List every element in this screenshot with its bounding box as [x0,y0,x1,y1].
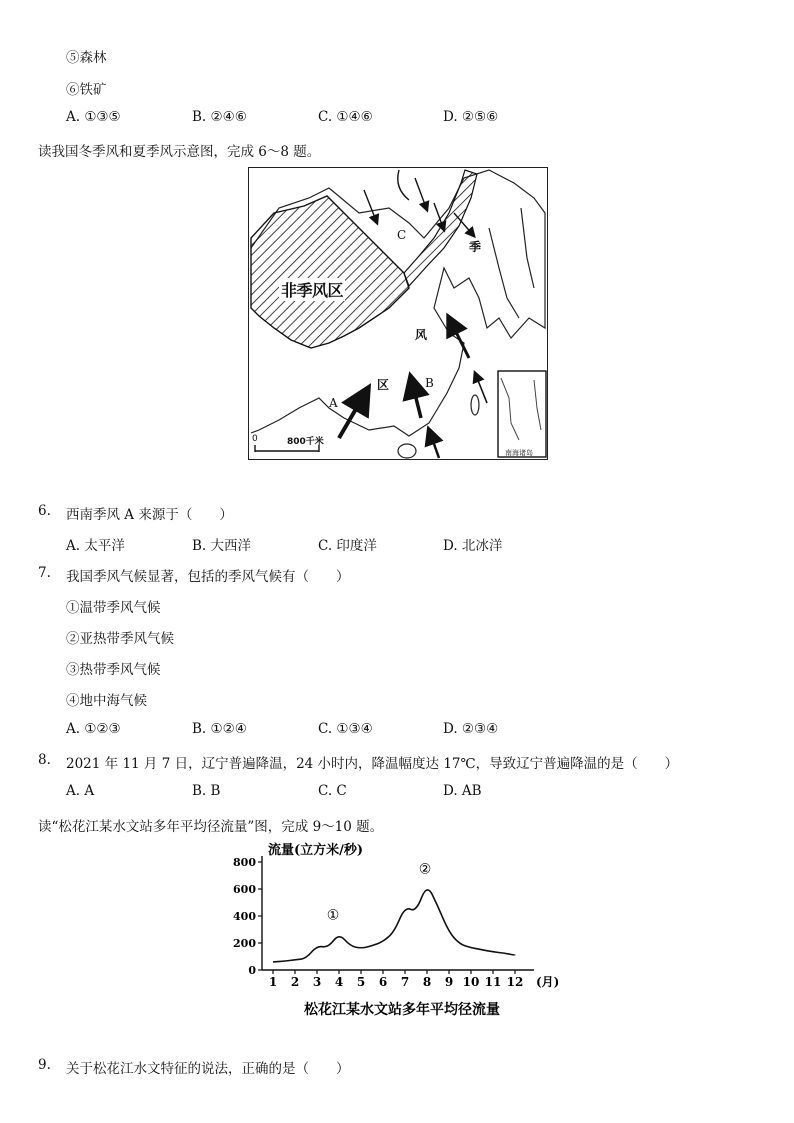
non-monsoon-label: 非季风区 [279,278,345,301]
label-a: A [329,396,338,410]
taiwan-island [471,395,479,415]
q6-text: 西南季风 A 来源于（ ） [66,507,233,523]
inset-label: 南海诸岛 [505,449,533,457]
monsoon-map-drawing [249,168,547,459]
runoff-line [273,890,515,962]
summer-arrow-3 [449,318,469,358]
q7-item-4: ④地中海气候 [66,693,147,709]
q7-option-a[interactable]: A. ①②③ [66,721,121,737]
summer-arrow-b [411,378,421,418]
q6-option-c[interactable]: C. 印度洋 [318,538,377,554]
q7-text: 我国季风气候显著，包括的季风气候有（ ） [66,569,350,585]
q7-option-b[interactable]: B. ①②④ [192,721,247,737]
y-tick-label: 200 [233,937,256,950]
peak-1-annotation: ① [326,907,340,924]
y-axis-label: 流量(立方米/秒) [268,843,364,858]
x-tick-label: 6 [378,975,388,989]
q6-option-d[interactable]: D. 北冰洋 [443,538,503,554]
q5-option-b[interactable]: B. ②④⑥ [192,109,247,125]
q5-option-a[interactable]: A. ①③⑤ [66,109,121,125]
monsoon-boundary-strip [404,170,477,286]
q8-option-a[interactable]: A. A [66,783,95,799]
intro-runoff-chart: 读“松花江某水文站多年平均径流量”图，完成 9～10 题。 [38,819,384,835]
q7-item-1: ①温带季风气候 [66,600,161,616]
summer-arrow-4 [429,430,439,458]
scale-distance: 800千米 [287,437,324,447]
q6-option-a[interactable]: A. 太平洋 [66,538,125,554]
q8-text: 2021 年 11 月 7 日，辽宁普遍降温，24 小时内，降温幅度达 17℃，导致辽宁普遍降温的是（ ） [66,756,679,772]
x-tick-label: 11 [484,975,502,989]
label-c: C [397,228,407,242]
q6-option-b[interactable]: B. 大西洋 [192,538,252,554]
q7-option-d[interactable]: D. ②③④ [443,721,499,737]
x-tick-label: 7 [400,975,410,989]
y-tick-label: 400 [233,910,256,923]
non-monsoon-region [251,196,409,348]
peak-2-annotation: ② [418,861,432,878]
q7-number: 7. [38,565,51,581]
q5-option-c[interactable]: C. ①④⑥ [318,109,373,125]
q5-option-d[interactable]: D. ②⑤⑥ [443,109,499,125]
q7-item-3: ③热带季风气候 [66,662,161,678]
chart-title: 松花江某水文站多年平均径流量 [304,1002,500,1018]
y-tick-label: 600 [233,883,256,896]
scale-zero: 0 [252,434,258,444]
intro-monsoon-map: 读我国冬季风和夏季风示意图，完成 6～8 题。 [38,144,321,160]
x-tick-label: 3 [312,975,322,989]
q8-option-b[interactable]: B. B [192,783,221,799]
monsoon-label-ji: 季 [469,240,482,254]
x-tick-label: 10 [462,975,480,989]
q9-text: 关于松花江水文特征的说法，正确的是（ ） [66,1061,350,1077]
x-tick-label: 9 [444,975,454,989]
x-tick-label: 12 [506,975,524,989]
q9-number: 9. [38,1057,51,1073]
x-tick-label: 1 [268,975,278,989]
runoff-chart [228,838,558,1020]
q8-option-c[interactable]: C. C [318,783,347,799]
q5-item-5: ⑤森林 [66,50,107,66]
winter-arrow-1 [364,190,377,223]
x-tick-label: 4 [334,975,344,989]
hainan-island [398,444,416,458]
winter-arrow-2 [415,178,427,210]
winter-arrow-4 [398,170,409,200]
q6-number: 6. [38,503,51,519]
x-tick-label: 2 [290,975,300,989]
y-tick-label: 800 [233,856,256,869]
label-b: B [425,376,434,390]
q8-number: 8. [38,752,51,768]
monsoon-label-qu: 区 [377,378,390,392]
monsoon-label-feng: 风 [415,328,428,342]
q8-option-d[interactable]: D. AB [443,783,482,799]
x-axis-label: (月) [536,975,558,989]
q7-item-2: ②亚热带季风气候 [66,631,174,647]
runoff-chart-svg [228,838,558,1020]
x-tick-label: 5 [356,975,366,989]
summer-arrow-a [339,390,367,438]
monsoon-map [248,167,548,460]
q7-option-c[interactable]: C. ①③④ [318,721,373,737]
south-china-sea-inset [498,371,546,457]
summer-arrow-5 [475,373,487,403]
y-tick-label: 0 [248,964,256,977]
q5-item-6: ⑥铁矿 [66,82,107,98]
x-tick-label: 8 [422,975,432,989]
